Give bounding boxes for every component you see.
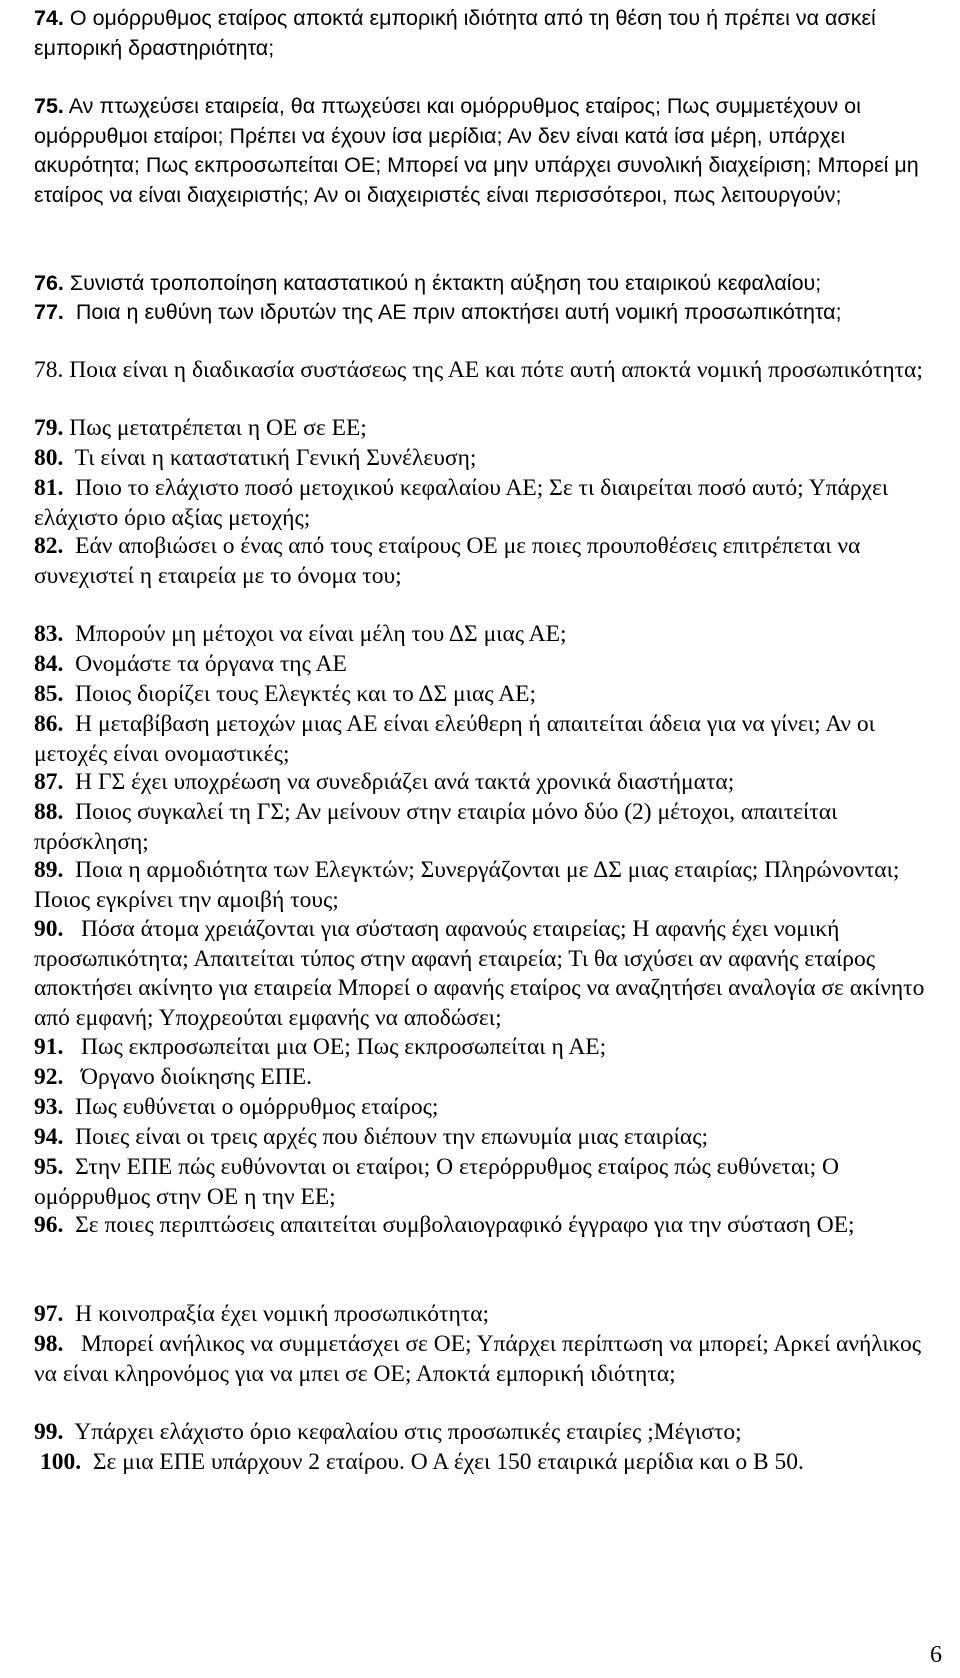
question-number: 93. [34, 1094, 64, 1120]
question-number: 81. [34, 475, 64, 501]
question-number: 80. [34, 445, 64, 471]
question-number: 91. [34, 1034, 64, 1060]
question-91 [34, 1033, 934, 1063]
question-text: Μπορούν μη μέτοχοι να είναι μέλη του ΔΣ μιας ΑΕ; [75, 621, 567, 647]
question-text: Ποια η ευθύνη των ιδρυτών της ΑΕ πριν αποκτήσει αυτή νομική προσωπικότητα; [75, 300, 842, 324]
question-number: 99. [34, 1419, 64, 1445]
question-78 [34, 356, 934, 386]
question-number: 76. [34, 271, 64, 295]
question-number: 85. [34, 681, 64, 707]
question-number: 78. [34, 357, 64, 383]
page-number: 6 [930, 1642, 942, 1668]
question-text: Στην ΕΠΕ πώς ευθύνονται οι εταίροι; Ο ετερόρρυθμος εταίρος πώς ευθύνεται; Ο ομόρρυθμος στην ΟΕ η την ΕΕ; [34, 1154, 839, 1210]
question-text: Ο ομόρρυθμος εταίρος αποκτά εμπορική ιδιότητα από τη θέση του ή πρέπει να ασκεί εμπορική δραστηριότητα; [34, 6, 876, 60]
question-96 [34, 1211, 934, 1241]
question-80 [34, 444, 934, 474]
question-number: 88. [34, 799, 64, 825]
question-text: Πως ευθύνεται ο ομόρρυθμος εταίρος; [75, 1094, 439, 1120]
question-text: Μπορεί ανήλικος να συμμετάσχει σε ΟΕ; Υπάρχει περίπτωση να μπορεί; Αρκεί ανήλικος να είναι κληρονόμος για να μπει σε ΟΕ; Αποκτά εμπορική ιδιότητα; [34, 1331, 922, 1387]
question-94 [34, 1123, 934, 1153]
question-84 [34, 650, 934, 680]
question-83 [34, 620, 934, 650]
question-text: Σε ποιες περιπτώσεις απαιτείται συμβολαιογραφικό έγγραφο για την σύσταση ΟΕ; [75, 1212, 855, 1238]
question-number: 97. [34, 1301, 64, 1327]
question-92 [34, 1063, 934, 1093]
question-89 [34, 856, 934, 915]
question-74 [34, 4, 934, 63]
question-text: Συνιστά τροποποίηση καταστατικού η έκτακτη αύξηση του εταιρικού κεφαλαίου; [69, 271, 822, 295]
question-number: 83. [34, 621, 64, 647]
question-text: Πόσα άτομα χρειάζονται για σύσταση αφανούς εταιρείας; Η αφανής έχει νομική προσωπικότητα; Απαιτείται τύπος στην αφανή εταιρεία; Τι θα ισχύσει αν αφανής εταίρος αποκτήσει ακίνητο για εταιρεία Μπορεί ο αφανής εταίρος να αναζητήσει αναλογία σε ακίνητο από εμφανή; Υποχρεούται εμφανής να αποδώσει; [34, 916, 925, 1031]
question-number: 96. [34, 1212, 64, 1238]
question-95 [34, 1153, 934, 1212]
question-number: 84. [34, 651, 64, 677]
question-text: Τι είναι η καταστατική Γενική Συνέλευση; [74, 445, 477, 471]
question-text: Ποιος συγκαλεί τη ΓΣ; Αν μείνουν στην εταιρία μόνο δύο (2) μέτοχοι, απαιτείται πρόσκληση; [34, 799, 838, 855]
question-82 [34, 532, 934, 591]
question-text: Πως μετατρέπεται η ΟΕ σε ΕΕ; [69, 415, 367, 441]
question-98 [34, 1330, 934, 1389]
question-81 [34, 474, 934, 533]
question-text: Η μεταβίβαση μετοχών μιας ΑΕ είναι ελεύθερη ή απαιτείται άδεια για να γίνει; Αν οι μετοχές είναι ονομαστικές; [34, 711, 876, 767]
question-text: Η ΓΣ έχει υποχρέωση να συνεδριάζει ανά τακτά χρονικά διαστήματα; [75, 769, 735, 795]
question-88 [34, 798, 934, 857]
question-text: Ποιος διορίζει τους Ελεγκτές και το ΔΣ μιας ΑΕ; [75, 681, 536, 707]
question-79 [34, 414, 934, 444]
question-text: Ποια η αρμοδιότητα των Ελεγκτών; Συνεργάζονται με ΔΣ μιας εταιρίας; Πληρώνονται; Ποιος εγκρίνει την αμοιβή τους; [34, 857, 900, 913]
question-number: 92. [34, 1064, 64, 1090]
question-75 [34, 92, 934, 210]
question-number: 79. [34, 415, 64, 441]
question-text: Ποιες είναι οι τρεις αρχές που διέπουν την επωνυμία μιας εταιρίας; [75, 1124, 709, 1150]
question-number: 90. [34, 916, 64, 942]
question-text: Εάν αποβιώσει ο ένας από τους εταίρους ΟΕ με ποιες προυποθέσεις επιτρέπεται να συνεχιστεί η εταιρεία με το όνομα του; [34, 533, 861, 589]
question-number: 77. [34, 300, 64, 324]
question-number: 95. [34, 1154, 64, 1180]
question-text: Πως εκπροσωπείται μια ΟΕ; Πως εκπροσωπείται η ΑΕ; [81, 1034, 607, 1060]
question-number: 94. [34, 1124, 64, 1150]
question-text: Σε μια ΕΠΕ υπάρχουν 2 εταίρου. Ο Α έχει 150 εταιρικά μερίδια και ο Β 50. [92, 1449, 804, 1475]
question-99 [34, 1418, 934, 1448]
question-76 [34, 269, 934, 299]
question-text: Ποιο το ελάχιστο ποσό μετοχικού κεφαλαίου ΑΕ; Σε τι διαιρείται ποσό αυτό; Υπάρχει ελάχιστο όριο αξίας μετοχής; [34, 475, 889, 531]
question-85 [34, 680, 934, 710]
question-87 [34, 768, 934, 798]
question-text: Υπάρχει ελάχιστο όριο κεφαλαίου στις προσωπικές εταιρίες ;Μέγιστο; [74, 1419, 742, 1445]
question-number: 82. [34, 533, 64, 559]
question-number: 74. [34, 6, 64, 30]
question-number: 86. [34, 711, 64, 737]
question-100 [40, 1448, 940, 1478]
question-number: 98. [34, 1331, 64, 1357]
question-number: 89. [34, 857, 64, 883]
question-text: Όργανο διοίκησης ΕΠΕ. [81, 1064, 312, 1090]
question-number: 87. [34, 769, 64, 795]
question-number: 100. [40, 1449, 82, 1475]
question-97 [34, 1300, 934, 1330]
question-text: Η κοινοπραξία έχει νομική προσωπικότητα; [75, 1301, 490, 1327]
question-number: 75. [34, 94, 64, 118]
question-text: Ποια είναι η διαδικασία συστάσεως της ΑΕ και πότε αυτή αποκτά νομική προσωπικότητα; [69, 357, 923, 383]
question-86 [34, 710, 934, 769]
question-93 [34, 1093, 934, 1123]
question-text: Αν πτωχεύσει εταιρεία, θα πτωχεύσει και ομόρρυθμος εταίρος; Πως συμμετέχουν οι ομόρρυθμοι εταίροι; Πρέπει να έχουν ίσα μερίδια; Αν δεν είναι κατά ίσα μέρη, υπάρχει ακυρότητα; Πως εκπροσωπείται ΟΕ; Μπορεί να μην υπάρχει συνολική διαχείριση; Μπορεί μη εταίρος να είναι διαχειριστής; Αν οι διαχειριστές είναι περισσότεροι, πως λειτουργούν; [34, 94, 919, 207]
question-77 [34, 298, 934, 328]
question-text: Ονομάστε τα όργανα της ΑΕ [75, 651, 347, 677]
question-90 [34, 915, 934, 1033]
